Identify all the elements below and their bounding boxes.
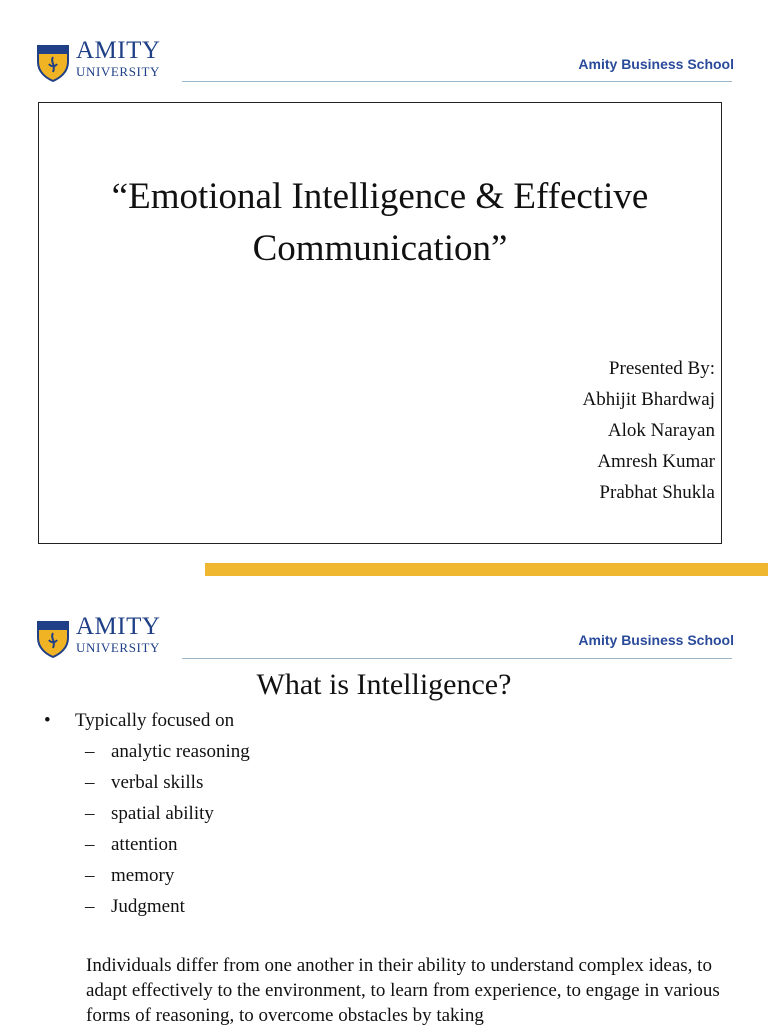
school-name: Amity Business School xyxy=(578,56,734,72)
logo-wordmark: AMITY xyxy=(76,613,161,640)
title-box xyxy=(38,102,722,544)
sub-bullet-list xyxy=(85,736,250,922)
list-item-text: analytic reasoning xyxy=(111,741,250,762)
list-item-text: Judgment xyxy=(111,896,185,917)
dash-icon: – xyxy=(85,865,95,886)
list-item xyxy=(85,736,250,767)
bullet-icon: • xyxy=(44,710,51,731)
list-item-text: spatial ability xyxy=(111,803,214,824)
slide-title: What is Intelligence? xyxy=(256,668,512,701)
presenter-name: Amresh Kumar xyxy=(597,451,715,472)
list-item-text: verbal skills xyxy=(111,772,204,793)
presenter-name: Abhijit Bhardwaj xyxy=(582,389,715,410)
bullet-list xyxy=(44,706,250,922)
header-divider xyxy=(182,81,732,82)
list-item xyxy=(85,860,250,891)
slide-title xyxy=(39,171,721,275)
bullet-text: Typically focused on xyxy=(75,710,235,731)
list-item xyxy=(85,891,250,922)
definition-paragraph: Individuals differ from one another in their ability to understand complex ideas, to adapt effectively to the environment, to learn from experience, to engage in various forms of reasoning, to overcome obstacles by taking xyxy=(86,955,720,1026)
header-divider xyxy=(182,658,732,659)
amity-shield-icon xyxy=(36,616,70,658)
slide-divider-bar xyxy=(205,563,768,576)
presenter-name: Alok Narayan xyxy=(607,420,715,441)
list-item xyxy=(85,767,250,798)
bullet-item xyxy=(44,706,250,736)
dash-icon: – xyxy=(85,834,95,855)
presented-by-label: Presented By: xyxy=(608,358,715,379)
list-item xyxy=(85,798,250,829)
title-line-2: Communication” xyxy=(252,228,508,269)
presenters-block xyxy=(583,353,715,508)
title-line-1: “Emotional Intelligence & Effective xyxy=(111,176,649,217)
school-name: Amity Business School xyxy=(578,632,734,648)
dash-icon: – xyxy=(85,741,95,762)
logo-subtitle: UNIVERSITY xyxy=(76,64,160,79)
list-item xyxy=(85,829,250,860)
list-item-text: memory xyxy=(111,865,175,886)
list-item-text: attention xyxy=(111,834,178,855)
dash-icon: – xyxy=(85,896,95,917)
dash-icon: – xyxy=(85,803,95,824)
amity-logo xyxy=(36,613,176,660)
presenter-name: Prabhat Shukla xyxy=(599,482,715,503)
amity-shield-icon xyxy=(36,40,70,82)
amity-logo xyxy=(36,37,176,84)
logo-wordmark: AMITY xyxy=(76,37,161,64)
logo-subtitle: UNIVERSITY xyxy=(76,640,160,655)
dash-icon: – xyxy=(85,772,95,793)
